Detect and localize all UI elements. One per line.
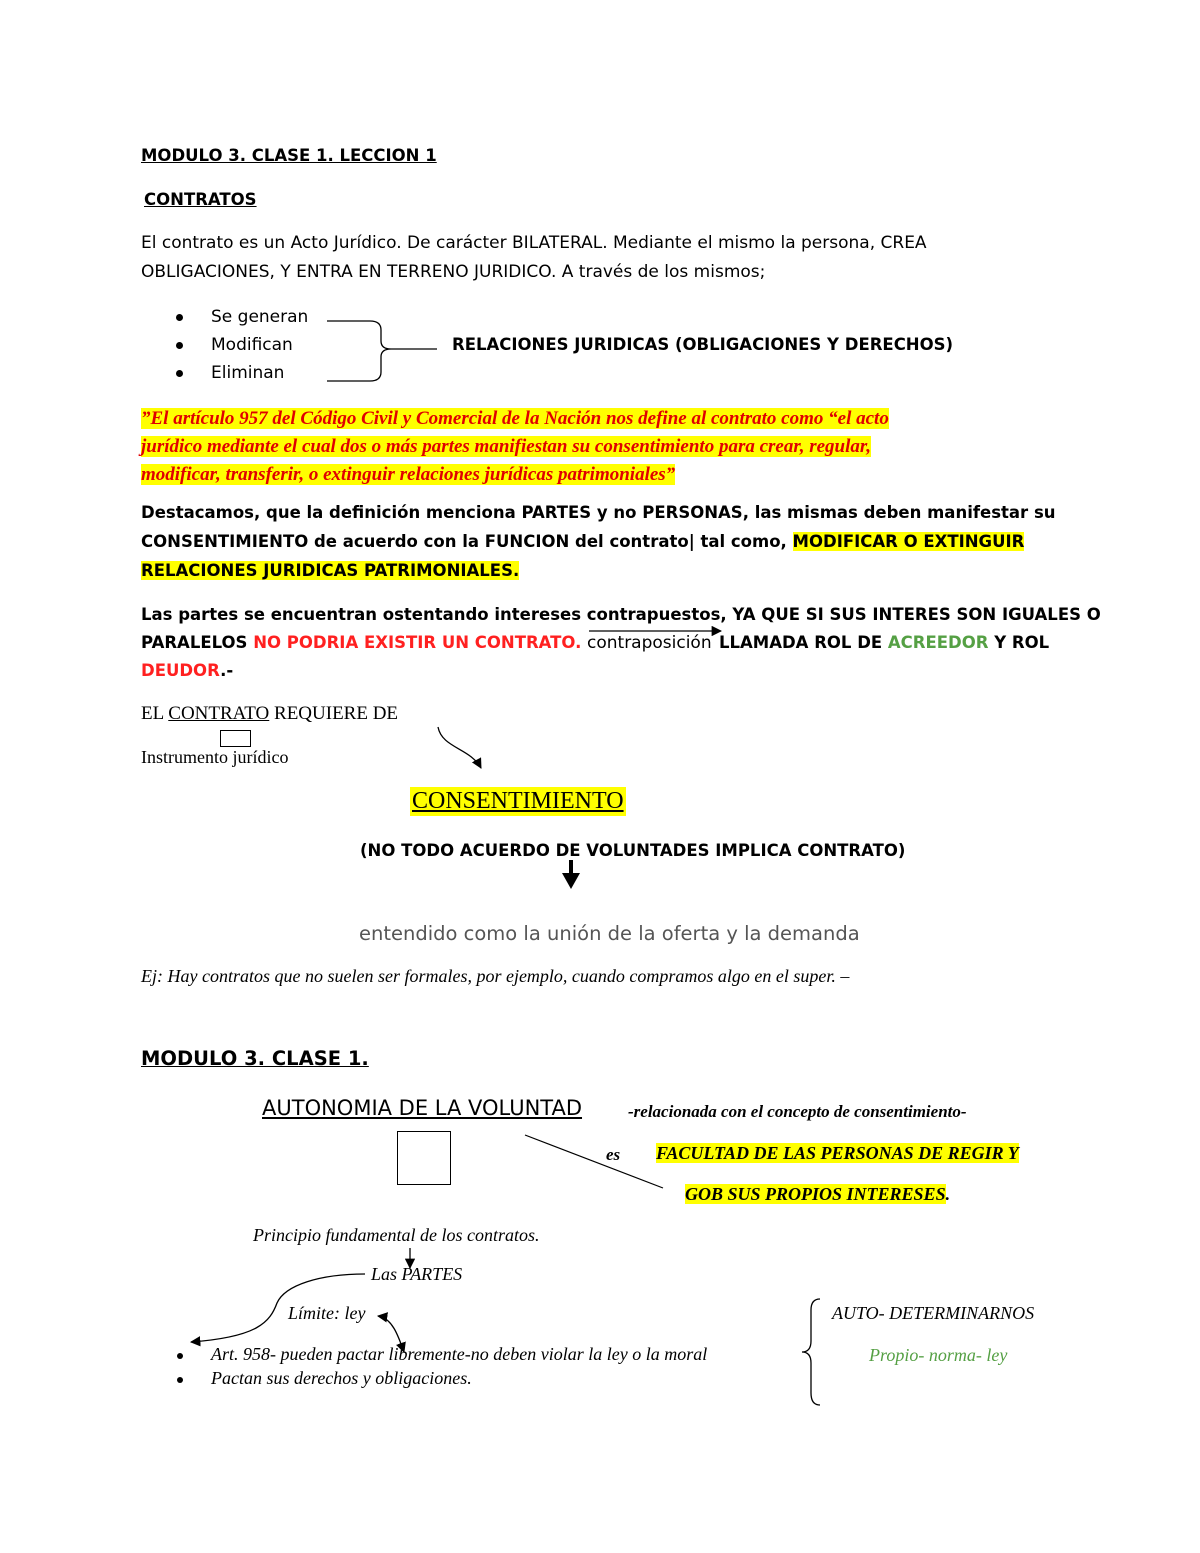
- ejemplo-line: Ej: Hay contratos que no suelen ser formales, por ejemplo, cuando compramos algo en el super. –: [141, 966, 850, 986]
- rol-label: LLAMADA ROL DE: [719, 633, 883, 652]
- quote-line: modificar, transferir, o extinguir relaciones jurídicas patrimoniales”: [141, 464, 676, 485]
- destacamos-text: CONSENTIMIENTO de acuerdo con la FUNCION del contrato| tal como,: [141, 532, 787, 551]
- quote-line: ”El artículo 957 del Código Civil y Comercial de la Nación nos define al contrato como “el acto: [141, 408, 889, 429]
- principio-line: Principio fundamental de los contratos.: [253, 1225, 540, 1245]
- curved-arrow-consentimiento: [438, 727, 481, 768]
- acreedor-label: ACREEDOR: [887, 633, 989, 652]
- no-todo-note: (NO TODO ACUERDO DE VOLUNTADES IMPLICA CONTRATO): [360, 841, 906, 860]
- auto-determinarnos-label: AUTO- DETERMINARNOS: [832, 1303, 1035, 1323]
- highlighted-phrase: MODIFICAR O EXTINGUIR: [792, 532, 1025, 551]
- bracket-connector: [327, 321, 437, 381]
- ley-double-arrow: [378, 1316, 404, 1352]
- partes-line-1: Las partes se encuentran ostentando intereses contrapuestos, YA QUE SI SUS INTERES SON IGUALES O: [141, 605, 1101, 624]
- highlighted-phrase: RELACIONES JURIDICAS PATRIMONIALES.: [141, 561, 520, 580]
- facultad-dot: .: [945, 1184, 951, 1204]
- list-item: Art. 958- pueden pactar libremente-no deben violar la ley o la moral: [211, 1344, 708, 1364]
- relacionada-note: -relacionada con el concepto de consentimiento-: [628, 1102, 967, 1121]
- es-label: es: [606, 1145, 621, 1164]
- requiere-text: EL: [141, 703, 164, 724]
- contraposicion-label: contraposición: [587, 633, 712, 653]
- lesson-title: MODULO 3. CLASE 1. LECCION 1: [141, 146, 437, 165]
- rol-label: Y ROL: [994, 633, 1050, 652]
- contratos-heading: CONTRATOS: [144, 190, 257, 209]
- facultad-highlight: FACULTAD DE LAS PERSONAS DE REGIR Y: [656, 1143, 1019, 1163]
- contrato-word: CONTRATO: [168, 703, 270, 724]
- diagonal-connector: [525, 1135, 663, 1188]
- las-partes-label: Las PARTES: [371, 1264, 463, 1284]
- list-item: Pactan sus derechos y obligaciones.: [211, 1368, 472, 1388]
- partes-to-bullet-arrow: [191, 1274, 365, 1342]
- list-item: Se generan: [211, 307, 309, 327]
- list-item: Modifican: [211, 335, 293, 355]
- consentimiento-heading: CONSENTIMIENTO: [412, 788, 624, 814]
- down-arrow-icon: [562, 860, 580, 889]
- list-item: Eliminan: [211, 363, 285, 383]
- entendido-line: entendido como la unión de la oferta y la demanda: [359, 922, 860, 945]
- curly-brace: [802, 1299, 820, 1405]
- bracket-label: RELACIONES JURIDICAS (OBLIGACIONES Y DERECHOS): [452, 335, 954, 354]
- requiere-text: REQUIERE DE: [274, 703, 399, 724]
- module-title: MODULO 3. CLASE 1.: [141, 1047, 369, 1070]
- red-phrase: NO PODRIA EXISTIR UN CONTRATO.: [253, 633, 582, 652]
- partes-text: PARALELOS: [141, 633, 248, 652]
- autonomia-heading: AUTONOMIA DE LA VOLUNTAD: [262, 1096, 583, 1120]
- limite-label: Límite: ley: [288, 1303, 366, 1323]
- facultad-highlight: GOB SUS PROPIOS INTERESES: [685, 1184, 946, 1204]
- destacamos-line-1: Destacamos, que la definición menciona PARTES y no PERSONAS, las mismas deben manifestar su: [141, 503, 1056, 522]
- intro-line-1: El contrato es un Acto Jurídico. De carácter BILATERAL. Mediante el mismo la persona, CREA: [141, 233, 927, 253]
- deudor-label: DEUDOR: [141, 661, 221, 680]
- intro-line-2: OBLIGACIONES, Y ENTRA EN TERRENO JURIDICO. A través de los mismos;: [141, 262, 766, 282]
- instrumento-label: Instrumento jurídico: [141, 747, 289, 767]
- quote-line: jurídico mediante el cual dos o más partes manifiestan su consentimiento para crear, regular,: [141, 436, 871, 457]
- propio-norma-ley-label: Propio- norma- ley: [869, 1345, 1008, 1365]
- partes-text: .-: [220, 661, 234, 680]
